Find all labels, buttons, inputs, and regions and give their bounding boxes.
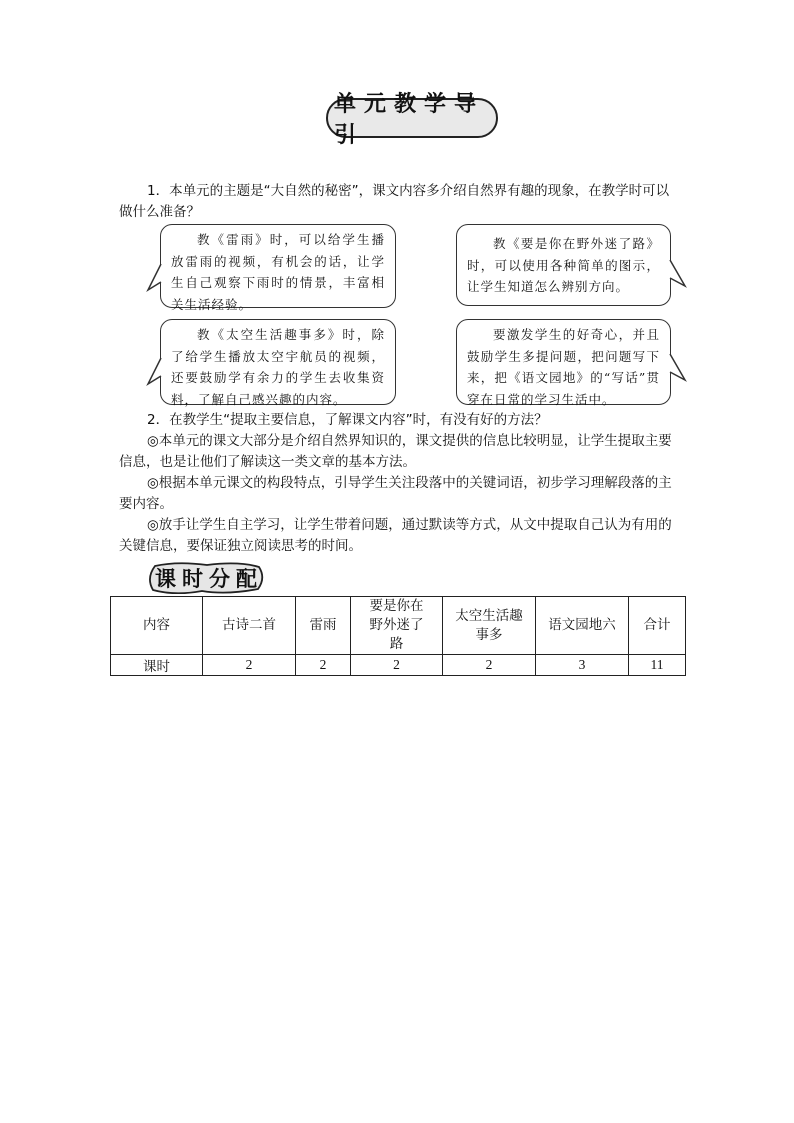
table-cell: 11 (629, 655, 686, 676)
table-cell: 3 (536, 655, 629, 676)
table-cell: 2 (203, 655, 296, 676)
table-header-row (111, 597, 686, 655)
table-cell: 2 (443, 655, 536, 676)
table-header-cell: 内容 (111, 597, 203, 655)
table-header-cell: 太空生活趣事多 (443, 597, 536, 655)
table-row (111, 655, 686, 676)
table-header-cell: 古诗二首 (203, 597, 296, 655)
tip-bubble-thunderstorm: 教《雷雨》时，可以给学生播放雷雨的视频，有机会的话，让学生自己观察下雨时的情景，丰富相关生活经验。 (160, 224, 396, 308)
table-cell: 课时 (111, 655, 203, 676)
section-title: 课时分配 (155, 567, 263, 591)
table-header-cell: 雷雨 (296, 597, 351, 655)
question-1: 1．本单元的主题是“大自然的秘密”，课文内容多介绍自然界有趣的现象，在教学时可以做什么准备？ (119, 183, 670, 220)
question-2: 2．在教学生“提取主要信息，了解课文内容”时，有没有好的方法？ (147, 412, 548, 428)
table-header-cell: 语文园地六 (536, 597, 629, 655)
bubble-tail-right-2 (668, 352, 688, 386)
tip-bubble-curiosity: 要激发学生的好奇心，并且鼓励学生多提问题，把问题写下来，把《语文园地》的“写话”贯穿在日常的学习生活中。 (456, 319, 671, 405)
table-header-cell: 合计 (629, 597, 686, 655)
table-header-cell: 要是你在野外迷了路 (351, 597, 443, 655)
page-title: 单元教学导引 (326, 98, 498, 138)
methods-list (119, 431, 675, 557)
method-item: ◎放手让学生自主学习，让学生带着问题，通过默读等方式，从文中提取自己认为有用的关键信息，要保证独立阅读思考的时间。 (119, 517, 672, 554)
section-heading (147, 562, 265, 594)
tip-bubble-lost-in-wild: 教《要是你在野外迷了路》时，可以使用各种简单的图示，让学生知道怎么辨别方向。 (456, 224, 671, 306)
table-cell: 2 (351, 655, 443, 676)
lesson-allocation-table (110, 596, 686, 676)
table-cell: 2 (296, 655, 351, 676)
method-item: ◎本单元的课文大部分是介绍自然界知识的，课文提供的信息比较明显，让学生提取主要信息，也是让他们了解读这一类文章的基本方法。 (119, 433, 672, 470)
method-item: ◎根据本单元课文的构段特点，引导学生关注段落中的关键词语，初步学习理解段落的主要内容。 (119, 475, 672, 512)
tip-bubble-space-life: 教《太空生活趣事多》时，除了给学生播放太空宇航员的视频，还要鼓励学有余力的学生去收集资料，了解自己感兴趣的内容。 (160, 319, 396, 405)
bubble-tail-right-1 (668, 258, 688, 292)
bubble-tail-left-1 (146, 262, 164, 296)
bubble-tail-left-2 (146, 356, 164, 390)
